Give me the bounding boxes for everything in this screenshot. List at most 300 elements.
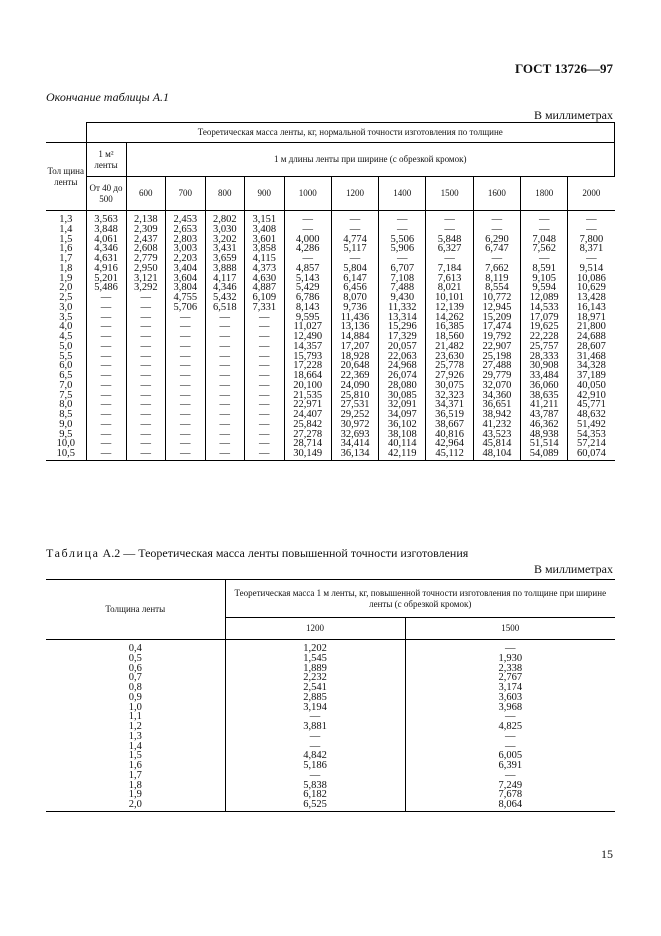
mass-cell: — bbox=[166, 332, 206, 342]
mass-cell: 2,541 bbox=[225, 683, 405, 693]
mass-cell: 5,838 bbox=[225, 781, 405, 791]
mass-cell: 48,938 bbox=[521, 430, 568, 440]
thickness-cell: 6,5 bbox=[46, 371, 86, 381]
mass-cell: 3,563 bbox=[86, 211, 126, 225]
mass-cell: 6,747 bbox=[473, 244, 520, 254]
mass-cell: — bbox=[568, 254, 615, 264]
thickness-cell: 1,7 bbox=[46, 254, 86, 264]
mass-cell: 8,064 bbox=[405, 800, 615, 811]
mass-cell: 20,648 bbox=[331, 361, 378, 371]
mass-cell: — bbox=[166, 410, 206, 420]
thickness-cell: 4,5 bbox=[46, 332, 86, 342]
mass-cell: — bbox=[405, 640, 615, 654]
mass-cell: — bbox=[166, 322, 206, 332]
thickness-cell: 0,9 bbox=[46, 693, 225, 703]
mass-cell: 4,346 bbox=[86, 244, 126, 254]
mass-cell: 36,060 bbox=[521, 381, 568, 391]
corner-cell bbox=[46, 123, 86, 143]
mass-cell: — bbox=[225, 771, 405, 781]
thickness-cell: 1,0 bbox=[46, 703, 225, 713]
mass-cell: — bbox=[86, 332, 126, 342]
mass-cell: — bbox=[166, 371, 206, 381]
mass-cell: 3,030 bbox=[205, 225, 245, 235]
mass-cell: 4,115 bbox=[245, 254, 285, 264]
mass-cell: 22,907 bbox=[473, 342, 520, 352]
mass-cell: — bbox=[245, 371, 285, 381]
mass-cell: 2,437 bbox=[126, 235, 166, 245]
mass-cell: 17,329 bbox=[379, 332, 426, 342]
mass-cell: 19,625 bbox=[521, 322, 568, 332]
mass-cell: — bbox=[86, 391, 126, 401]
mass-cell: 6,327 bbox=[426, 244, 473, 254]
thickness-cell: 1,3 bbox=[46, 732, 225, 742]
mass-cell: 3,659 bbox=[205, 254, 245, 264]
mass-cell: — bbox=[205, 381, 245, 391]
mass-cell: — bbox=[86, 381, 126, 391]
mass-cell: 21,800 bbox=[568, 322, 615, 332]
mass-cell: 45,814 bbox=[473, 439, 520, 449]
mass-cell: — bbox=[126, 410, 166, 420]
mass-cell: 28,607 bbox=[568, 342, 615, 352]
mass-cell: — bbox=[166, 342, 206, 352]
mass-cell: — bbox=[205, 430, 245, 440]
mass-cell: 36,519 bbox=[426, 410, 473, 420]
mass-cell: 15,296 bbox=[379, 322, 426, 332]
mass-cell: 51,514 bbox=[521, 439, 568, 449]
mass-cell: 33,484 bbox=[521, 371, 568, 381]
mass-cell: 25,778 bbox=[426, 361, 473, 371]
mass-cell: 14,262 bbox=[426, 313, 473, 323]
mass-cell: 7,108 bbox=[379, 274, 426, 284]
thickness-cell: 1,6 bbox=[46, 761, 225, 771]
mass-cell: 8,591 bbox=[521, 264, 568, 274]
thickness-cell: 4,0 bbox=[46, 322, 86, 332]
mass-cell: 32,693 bbox=[331, 430, 378, 440]
mass-cell: 3,404 bbox=[166, 264, 206, 274]
table2-width-header: 1200 bbox=[225, 618, 405, 640]
mass-cell: 34,414 bbox=[331, 439, 378, 449]
mass-cell: — bbox=[245, 381, 285, 391]
mass-cell: — bbox=[521, 211, 568, 225]
mass-cell: 36,134 bbox=[331, 449, 378, 460]
mass-cell: — bbox=[245, 400, 285, 410]
mass-cell: — bbox=[205, 400, 245, 410]
mass-cell: 17,228 bbox=[284, 361, 331, 371]
mass-cell: 32,091 bbox=[379, 400, 426, 410]
mass-cell: — bbox=[126, 371, 166, 381]
mass-cell: 30,075 bbox=[426, 381, 473, 391]
mass-cell: 38,635 bbox=[521, 391, 568, 401]
thickness-cell: 10,5 bbox=[46, 449, 86, 460]
mass-cell: — bbox=[405, 771, 615, 781]
table1-width-header: 1200 bbox=[331, 177, 378, 211]
mass-cell: 5,186 bbox=[225, 761, 405, 771]
mass-cell: 30,908 bbox=[521, 361, 568, 371]
thickness-cell: 3,5 bbox=[46, 313, 86, 323]
mass-cell: — bbox=[126, 420, 166, 430]
thickness-cell: 2,5 bbox=[46, 293, 86, 303]
mass-cell: 2,767 bbox=[405, 673, 615, 683]
mass-cell: 40,816 bbox=[426, 430, 473, 440]
mass-cell: — bbox=[205, 439, 245, 449]
mass-cell: 36,651 bbox=[473, 400, 520, 410]
thickness-cell: 8,0 bbox=[46, 400, 86, 410]
table-row bbox=[46, 235, 615, 245]
thickness-cell: 0,4 bbox=[46, 640, 225, 654]
mass-cell: 42,119 bbox=[379, 449, 426, 460]
mass-cell: 3,151 bbox=[245, 211, 285, 225]
table1-width-header: 1000 bbox=[284, 177, 331, 211]
mass-cell: — bbox=[86, 371, 126, 381]
mass-cell: — bbox=[331, 211, 378, 225]
mass-cell: 3,174 bbox=[405, 683, 615, 693]
mass-cell: 3,202 bbox=[205, 235, 245, 245]
mass-cell: 24,688 bbox=[568, 332, 615, 342]
thickness-cell: 1,3 bbox=[46, 211, 86, 225]
mass-cell: — bbox=[245, 430, 285, 440]
mass-cell: 6,147 bbox=[331, 274, 378, 284]
mass-cell: 2,885 bbox=[225, 693, 405, 703]
mass-cell: 22,971 bbox=[284, 400, 331, 410]
mass-cell: 21,535 bbox=[284, 391, 331, 401]
mass-cell: 2,338 bbox=[405, 664, 615, 674]
table1-head-m2: 1 м² ленты bbox=[86, 143, 126, 177]
mass-cell: 43,787 bbox=[521, 410, 568, 420]
mass-cell: 10,101 bbox=[426, 293, 473, 303]
mass-cell: — bbox=[166, 430, 206, 440]
thickness-cell: 5,0 bbox=[46, 342, 86, 352]
mass-cell: 10,629 bbox=[568, 283, 615, 293]
mass-cell: 3,194 bbox=[225, 703, 405, 713]
mass-cell: 27,278 bbox=[284, 430, 331, 440]
mass-cell: 3,603 bbox=[405, 693, 615, 703]
mass-cell: — bbox=[86, 449, 126, 460]
mass-cell: — bbox=[126, 381, 166, 391]
mass-cell: — bbox=[245, 322, 285, 332]
mass-cell: 2,653 bbox=[166, 225, 206, 235]
mass-cell: 2,950 bbox=[126, 264, 166, 274]
table1-width-header: 1600 bbox=[473, 177, 520, 211]
mass-cell: — bbox=[126, 322, 166, 332]
mass-cell: — bbox=[86, 322, 126, 332]
mass-cell: 3,604 bbox=[166, 274, 206, 284]
mass-cell: — bbox=[86, 410, 126, 420]
mass-cell: — bbox=[245, 410, 285, 420]
table1-caption: Окончание таблицы А.1 bbox=[46, 90, 170, 104]
mass-cell: 2,203 bbox=[166, 254, 206, 264]
mass-cell: 41,211 bbox=[521, 400, 568, 410]
mass-cell: 17,474 bbox=[473, 322, 520, 332]
mass-cell: 41,232 bbox=[473, 420, 520, 430]
mass-cell: 18,971 bbox=[568, 313, 615, 323]
thickness-cell: 1,8 bbox=[46, 264, 86, 274]
mass-cell: 16,385 bbox=[426, 322, 473, 332]
mass-cell: 42,964 bbox=[426, 439, 473, 449]
table1-width-header: 1400 bbox=[379, 177, 426, 211]
mass-cell: — bbox=[166, 361, 206, 371]
mass-cell: 2,802 bbox=[205, 211, 245, 225]
mass-cell: 4,286 bbox=[284, 244, 331, 254]
mass-cell: — bbox=[245, 352, 285, 362]
mass-cell: — bbox=[473, 211, 520, 225]
mass-cell: 38,667 bbox=[426, 420, 473, 430]
thickness-cell: 8,5 bbox=[46, 410, 86, 420]
mass-cell: 4,117 bbox=[205, 274, 245, 284]
mass-cell: 12,945 bbox=[473, 303, 520, 313]
table-row bbox=[46, 264, 615, 274]
table-row bbox=[46, 640, 615, 654]
mass-cell: — bbox=[521, 254, 568, 264]
mass-cell: 22,228 bbox=[521, 332, 568, 342]
mass-cell: — bbox=[166, 391, 206, 401]
mass-cell: 6,518 bbox=[205, 303, 245, 313]
mass-cell: — bbox=[126, 400, 166, 410]
mass-cell: — bbox=[166, 449, 206, 460]
mass-cell: 12,490 bbox=[284, 332, 331, 342]
mass-cell: 8,371 bbox=[568, 244, 615, 254]
mass-cell: — bbox=[405, 712, 615, 722]
mass-cell: 51,492 bbox=[568, 420, 615, 430]
mass-cell: — bbox=[521, 225, 568, 235]
mass-cell: 13,136 bbox=[331, 322, 378, 332]
mass-cell: — bbox=[166, 400, 206, 410]
table1-head-length: 1 м длины ленты при ширине (с обрезкой кромок) bbox=[126, 143, 615, 177]
mass-cell: — bbox=[473, 254, 520, 264]
mass-cell: 57,214 bbox=[568, 439, 615, 449]
table-a2 bbox=[46, 579, 615, 812]
mass-cell: 34,328 bbox=[568, 361, 615, 371]
mass-cell: — bbox=[284, 254, 331, 264]
thickness-cell: 0,6 bbox=[46, 664, 225, 674]
mass-cell: 1,545 bbox=[225, 654, 405, 664]
mass-cell: 14,533 bbox=[521, 303, 568, 313]
mass-cell: 38,108 bbox=[379, 430, 426, 440]
mass-cell: — bbox=[568, 225, 615, 235]
mass-cell: 20,100 bbox=[284, 381, 331, 391]
mass-cell: 54,353 bbox=[568, 430, 615, 440]
thickness-cell: 5,5 bbox=[46, 352, 86, 362]
table1-body bbox=[46, 211, 615, 461]
mass-cell: 5,706 bbox=[166, 303, 206, 313]
mass-cell: — bbox=[205, 332, 245, 342]
mass-cell: — bbox=[205, 352, 245, 362]
mass-cell: 3,881 bbox=[225, 722, 405, 732]
mass-cell: — bbox=[205, 410, 245, 420]
table2-caption: Таблица А.2 — Теоретическая масса ленты повышенной точности изготовления bbox=[46, 546, 469, 560]
thickness-cell: 1,9 bbox=[46, 790, 225, 800]
mass-cell: — bbox=[126, 361, 166, 371]
mass-cell: 2,779 bbox=[126, 254, 166, 264]
mass-cell: 38,942 bbox=[473, 410, 520, 420]
mass-cell: 10,086 bbox=[568, 274, 615, 284]
mass-cell: — bbox=[379, 211, 426, 225]
mass-cell: 6,109 bbox=[245, 293, 285, 303]
mass-cell: 7,488 bbox=[379, 283, 426, 293]
mass-cell: — bbox=[379, 254, 426, 264]
mass-cell: 8,119 bbox=[473, 274, 520, 284]
thickness-cell: 0,7 bbox=[46, 673, 225, 683]
mass-cell: 4,061 bbox=[86, 235, 126, 245]
thickness-cell: 1,9 bbox=[46, 274, 86, 284]
mass-cell: 32,323 bbox=[426, 391, 473, 401]
mass-cell: — bbox=[225, 712, 405, 722]
mass-cell: 12,089 bbox=[521, 293, 568, 303]
mass-cell: — bbox=[205, 322, 245, 332]
mass-cell: 5,804 bbox=[331, 264, 378, 274]
mass-cell: 9,105 bbox=[521, 274, 568, 284]
mass-cell: 10,772 bbox=[473, 293, 520, 303]
mass-cell: 1,930 bbox=[405, 654, 615, 664]
mass-cell: 2,138 bbox=[126, 211, 166, 225]
mass-cell: 4,755 bbox=[166, 293, 206, 303]
mass-cell: 7,613 bbox=[426, 274, 473, 284]
mass-cell: — bbox=[331, 254, 378, 264]
mass-cell: 4,000 bbox=[284, 235, 331, 245]
mass-cell: 3,968 bbox=[405, 703, 615, 713]
mass-cell: 18,560 bbox=[426, 332, 473, 342]
mass-cell: 5,432 bbox=[205, 293, 245, 303]
table2-head-main: Теоретическая масса 1 м ленты, кг, повышенной точности изготовления по толщине при ширине ленты (с обрезкой кромок) bbox=[225, 580, 615, 618]
mass-cell: 6,290 bbox=[473, 235, 520, 245]
mass-cell: — bbox=[284, 211, 331, 225]
table1-width-header: 600 bbox=[126, 177, 166, 211]
mass-cell: 20,057 bbox=[379, 342, 426, 352]
mass-cell: 1,202 bbox=[225, 640, 405, 654]
table2-head-thickness: Толщина ленты bbox=[46, 580, 225, 640]
thickness-cell: 7,0 bbox=[46, 381, 86, 391]
mass-cell: — bbox=[86, 400, 126, 410]
mass-cell: — bbox=[205, 391, 245, 401]
mass-cell: 4,774 bbox=[331, 235, 378, 245]
mass-cell: — bbox=[126, 439, 166, 449]
mass-cell: 8,554 bbox=[473, 283, 520, 293]
mass-cell: 48,632 bbox=[568, 410, 615, 420]
mass-cell: 5,117 bbox=[331, 244, 378, 254]
mass-cell: — bbox=[126, 430, 166, 440]
table1-width-header: 1800 bbox=[521, 177, 568, 211]
mass-cell: — bbox=[205, 361, 245, 371]
mass-cell: — bbox=[86, 420, 126, 430]
mass-cell: 23,630 bbox=[426, 352, 473, 362]
table-a1-continued bbox=[46, 122, 615, 461]
table2-units: В миллиметрах bbox=[533, 562, 613, 576]
mass-cell: — bbox=[405, 732, 615, 742]
mass-cell: 5,848 bbox=[426, 235, 473, 245]
mass-cell: 26,074 bbox=[379, 371, 426, 381]
mass-cell: 32,070 bbox=[473, 381, 520, 391]
mass-cell: — bbox=[205, 342, 245, 352]
thickness-cell: 1,4 bbox=[46, 742, 225, 752]
mass-cell: 27,531 bbox=[331, 400, 378, 410]
mass-cell: — bbox=[126, 342, 166, 352]
table-row bbox=[46, 449, 615, 460]
mass-cell: 43,523 bbox=[473, 430, 520, 440]
mass-cell: 34,371 bbox=[426, 400, 473, 410]
mass-cell: — bbox=[426, 225, 473, 235]
mass-cell: 34,360 bbox=[473, 391, 520, 401]
mass-cell: 21,482 bbox=[426, 342, 473, 352]
page-number: 15 bbox=[601, 847, 613, 861]
mass-cell: 4,887 bbox=[245, 283, 285, 293]
table1-head-main: Теоретическая масса ленты, кг, нормальной точности изготовления по толщине bbox=[86, 123, 615, 143]
table1-width-header: 700 bbox=[166, 177, 206, 211]
mass-cell: 17,079 bbox=[521, 313, 568, 323]
mass-cell: 2,803 bbox=[166, 235, 206, 245]
mass-cell: — bbox=[205, 313, 245, 323]
mass-cell: — bbox=[126, 352, 166, 362]
mass-cell: 14,357 bbox=[284, 342, 331, 352]
mass-cell: 24,407 bbox=[284, 410, 331, 420]
mass-cell: — bbox=[245, 449, 285, 460]
thickness-cell: 6,0 bbox=[46, 361, 86, 371]
mass-cell: 9,514 bbox=[568, 264, 615, 274]
mass-cell: 7,048 bbox=[521, 235, 568, 245]
mass-cell: 54,089 bbox=[521, 449, 568, 460]
mass-cell: 5,201 bbox=[86, 274, 126, 284]
mass-cell: 2,309 bbox=[126, 225, 166, 235]
mass-cell: 4,630 bbox=[245, 274, 285, 284]
mass-cell: 2,453 bbox=[166, 211, 206, 225]
mass-cell: 9,595 bbox=[284, 313, 331, 323]
mass-cell: 46,362 bbox=[521, 420, 568, 430]
thickness-cell: 2,0 bbox=[46, 800, 225, 811]
mass-cell: 9,430 bbox=[379, 293, 426, 303]
mass-cell: 7,662 bbox=[473, 264, 520, 274]
mass-cell: 27,926 bbox=[426, 371, 473, 381]
mass-cell: 9,736 bbox=[331, 303, 378, 313]
mass-cell: — bbox=[245, 391, 285, 401]
mass-cell: 6,525 bbox=[225, 800, 405, 811]
mass-cell: 2,232 bbox=[225, 673, 405, 683]
mass-cell: 45,112 bbox=[426, 449, 473, 460]
mass-cell: 45,771 bbox=[568, 400, 615, 410]
mass-cell: — bbox=[284, 225, 331, 235]
table1-units: В миллиметрах bbox=[533, 108, 613, 122]
mass-cell: 7,800 bbox=[568, 235, 615, 245]
mass-cell: — bbox=[405, 742, 615, 752]
mass-cell: 5,906 bbox=[379, 244, 426, 254]
thickness-cell: 9,0 bbox=[46, 420, 86, 430]
mass-cell: 8,021 bbox=[426, 283, 473, 293]
mass-cell: 3,848 bbox=[86, 225, 126, 235]
mass-cell: 25,810 bbox=[331, 391, 378, 401]
mass-cell: 30,149 bbox=[284, 449, 331, 460]
mass-cell: 36,102 bbox=[379, 420, 426, 430]
mass-cell: — bbox=[166, 420, 206, 430]
mass-cell: 24,968 bbox=[379, 361, 426, 371]
mass-cell: 15,793 bbox=[284, 352, 331, 362]
mass-cell: 12,139 bbox=[426, 303, 473, 313]
mass-cell: — bbox=[86, 313, 126, 323]
mass-cell: — bbox=[205, 420, 245, 430]
mass-cell: 3,408 bbox=[245, 225, 285, 235]
mass-cell: — bbox=[166, 439, 206, 449]
mass-cell: 16,143 bbox=[568, 303, 615, 313]
mass-cell: 28,333 bbox=[521, 352, 568, 362]
thickness-cell: 1,5 bbox=[46, 751, 225, 761]
mass-cell: — bbox=[245, 420, 285, 430]
mass-cell: 11,027 bbox=[284, 322, 331, 332]
table1-width-header: 2000 bbox=[568, 177, 615, 211]
table2-body bbox=[46, 640, 615, 812]
table-row bbox=[46, 244, 615, 254]
mass-cell: 25,842 bbox=[284, 420, 331, 430]
table2-width-header: 1500 bbox=[405, 618, 615, 640]
mass-cell: 6,707 bbox=[379, 264, 426, 274]
mass-cell: 4,631 bbox=[86, 254, 126, 264]
mass-cell: — bbox=[331, 225, 378, 235]
mass-cell: — bbox=[86, 430, 126, 440]
